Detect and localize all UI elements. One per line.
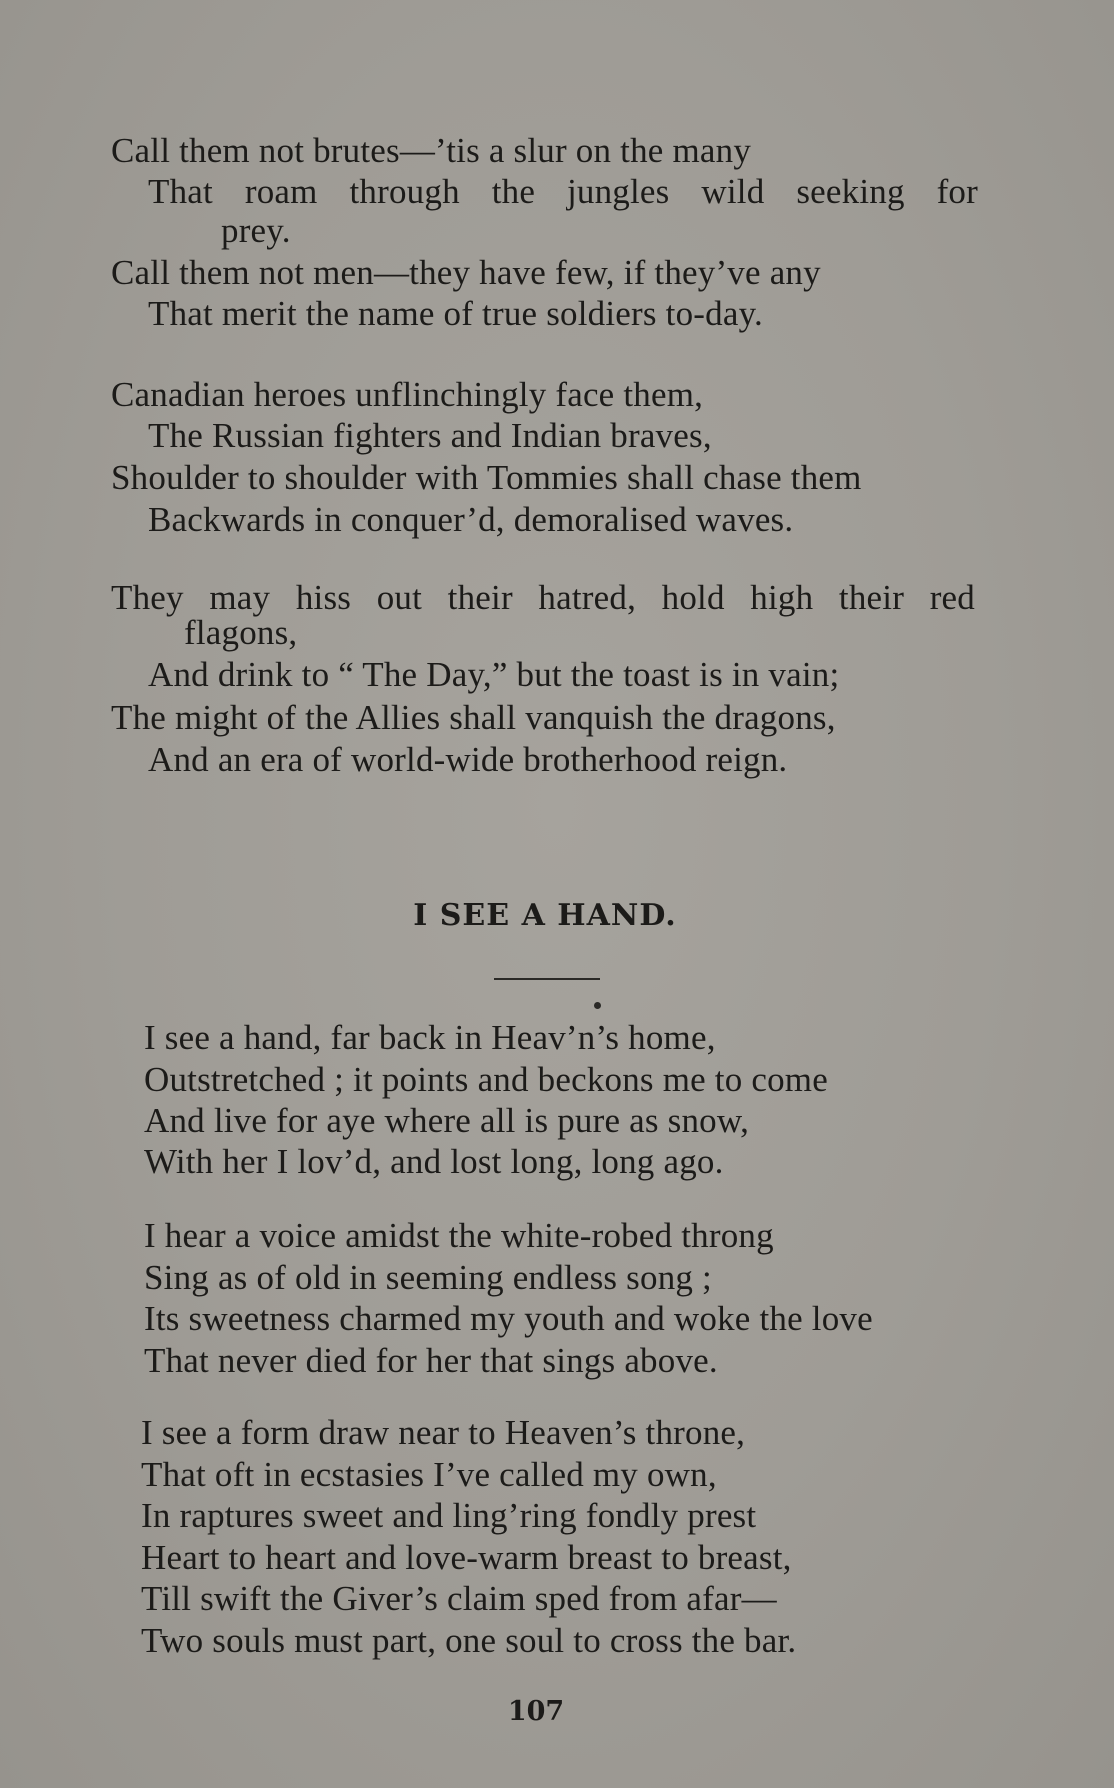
ornament-dot [594,1002,601,1009]
poem-line: That merit the name of true soldiers to-day. [148,294,763,333]
poem-line: That oft in ecstasies I’ve called my own, [141,1455,717,1494]
poem-line: Call them not brutes—’tis a slur on the many [111,131,752,170]
poem-line: Call them not men—they have few, if they’ve any [111,253,821,292]
poem-line: Outstretched ; it points and beckons me to come [144,1060,828,1099]
poem-line: Backwards in conquer’d, demoralised waves. [148,500,794,539]
poem-line: Shoulder to shoulder with Tommies shall chase them [111,458,862,497]
poem-line: In raptures sweet and ling’ring fondly prest [141,1496,757,1535]
poem-line-turnover: flagons, [184,613,298,652]
poem-title: I SEE A HAND. [413,898,677,933]
poem-line: And an era of world-wide brotherhood reign. [148,740,788,779]
title-rule [494,978,600,980]
poem-line: Sing as of old in seeming endless song ; [144,1258,712,1297]
page-number: 107 [507,1696,565,1727]
poem-line: Two souls must part, one soul to cross the bar. [141,1621,797,1660]
poem-line: That roam through the jungles wild seeking for [148,172,978,211]
poem-line: The might of the Allies shall vanquish the dragons, [111,698,836,737]
poem-line: Till swift the Giver’s claim sped from afar— [141,1579,777,1618]
poem-line: And drink to “ The Day,” but the toast is in vain; [148,655,840,694]
poem-line: And live for aye where all is pure as snow, [144,1101,750,1140]
poem-line: Canadian heroes unflinchingly face them, [111,375,704,414]
poem-line: I see a hand, far back in Heav’n’s home, [144,1018,716,1057]
poem-line: They may hiss out their hatred, hold high their red [111,578,975,617]
poem-line-turnover: prey. [221,211,291,250]
poem-line: I hear a voice amidst the white-robed throng [144,1216,774,1255]
poem-line: I see a form draw near to Heaven’s throne, [141,1413,746,1452]
poem-line: With her I lov’d, and lost long, long ago. [144,1142,724,1181]
poem-line: The Russian fighters and Indian braves, [148,416,712,455]
poem-line: That never died for her that sings above. [144,1341,718,1380]
poem-line: Its sweetness charmed my youth and woke the love [144,1299,873,1338]
poem-line: Heart to heart and love-warm breast to breast, [141,1538,792,1577]
